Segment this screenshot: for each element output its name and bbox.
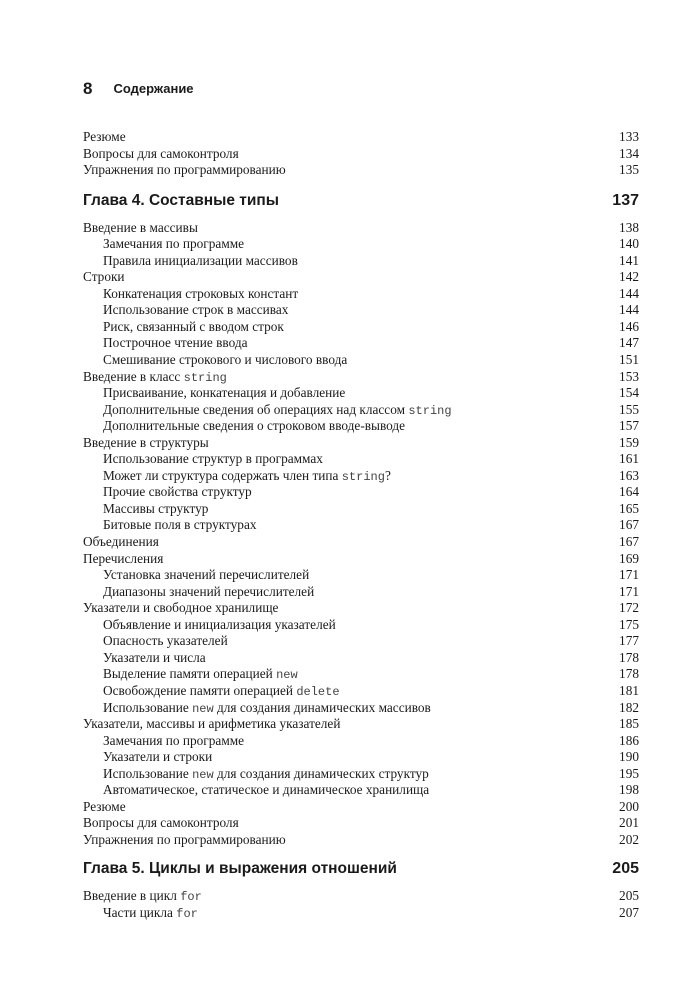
toc-subentry[interactable] <box>83 236 639 253</box>
entry-title: Риск, связанный с вводом строк <box>103 318 284 334</box>
entry-page-number: 138 <box>619 219 639 235</box>
entry-page-number: 167 <box>619 534 639 550</box>
toc-subentry[interactable] <box>83 517 639 534</box>
code-term: string <box>183 370 227 385</box>
toc-subentry[interactable] <box>83 766 639 783</box>
toc-entry[interactable] <box>83 815 639 832</box>
entry-page-number: 181 <box>619 682 639 698</box>
toc-entry[interactable] <box>83 220 639 237</box>
toc-subentry[interactable] <box>83 733 639 750</box>
entry-title: Дополнительные сведения о строковом вводе-выводе <box>103 418 406 434</box>
entry-title: Массивы структур <box>103 500 209 516</box>
toc-entry[interactable] <box>83 716 639 733</box>
entry-text: Части цикла <box>103 904 177 920</box>
toc-entry[interactable] <box>83 129 639 146</box>
code-term: delete <box>296 684 340 699</box>
entry-title: Введение в массивы <box>83 219 198 235</box>
toc-subentry[interactable] <box>83 700 639 717</box>
toc-subentry[interactable] <box>83 302 639 319</box>
entry-page-number: 202 <box>619 831 639 847</box>
entry-title <box>83 888 619 906</box>
entry-title: Присваивание, конкатенация и добавление <box>103 385 346 401</box>
entry-title: Замечания по программе <box>103 732 245 748</box>
toc-subentry[interactable] <box>83 402 639 419</box>
entry-title <box>103 766 619 784</box>
entry-page-number: 167 <box>619 517 639 533</box>
entry-page-number: 135 <box>619 162 639 178</box>
toc-subentry[interactable] <box>83 666 639 683</box>
toc-entry[interactable] <box>83 832 639 849</box>
code-term: new <box>192 767 214 782</box>
entry-page-number: 207 <box>619 904 639 920</box>
code-term: string <box>408 403 452 418</box>
toc-entry[interactable] <box>83 146 639 163</box>
entry-title <box>103 905 619 923</box>
entry-page-number: 178 <box>619 666 639 682</box>
toc-subentry[interactable] <box>83 468 639 485</box>
entry-title: Объединения <box>83 534 159 550</box>
toc-subentry[interactable] <box>83 286 639 303</box>
toc-subentry[interactable] <box>83 352 639 369</box>
entry-page-number: 171 <box>619 583 639 599</box>
entry-text: для создания динамических массивов <box>213 699 431 715</box>
entry-text: Выделение памяти операцией <box>103 666 277 682</box>
entry-page-number: 172 <box>619 600 639 616</box>
entry-title: Замечания по программе <box>103 236 245 252</box>
entry-text: Использование <box>103 699 193 715</box>
entry-title: Использование структур в программах <box>103 451 323 467</box>
code-term: for <box>176 906 198 921</box>
entry-page-number: 190 <box>619 749 639 765</box>
entry-title <box>103 468 619 486</box>
toc-subentry[interactable] <box>83 418 639 435</box>
entry-title: Прочие свойства структур <box>103 484 252 500</box>
entry-title <box>103 700 619 718</box>
toc-subentry[interactable] <box>83 385 639 402</box>
code-term: for <box>180 890 202 905</box>
entry-page-number: 147 <box>619 335 639 351</box>
toc-subentry[interactable] <box>83 319 639 336</box>
entry-page-number: 161 <box>619 451 639 467</box>
entry-page-number: 144 <box>619 302 639 318</box>
toc-subentry[interactable] <box>83 501 639 518</box>
toc-subentry[interactable] <box>83 905 639 922</box>
entry-page-number: 182 <box>619 699 639 715</box>
entry-page-number: 198 <box>619 782 639 798</box>
entry-text: Дополнительные сведения об операциях над классом <box>103 401 409 417</box>
entry-title: Использование строк в массивах <box>103 302 289 318</box>
entry-text: для создания динамических структур <box>213 765 429 781</box>
entry-title: Построчное чтение ввода <box>103 335 248 351</box>
entry-title: Вопросы для самоконтроля <box>83 815 239 831</box>
entry-text: Может ли структура содержать член типа <box>103 467 342 483</box>
entry-title: Диапазоны значений перечислителей <box>103 583 315 599</box>
toc-subentry[interactable] <box>83 633 639 650</box>
entry-title: Конкатенация строковых констант <box>103 285 299 301</box>
entry-page-number: 151 <box>619 352 639 368</box>
toc-subentry[interactable] <box>83 335 639 352</box>
entry-page-number: 175 <box>619 616 639 632</box>
entry-page-number: 144 <box>619 285 639 301</box>
entry-title: Смешивание строкового и числового ввода <box>103 352 348 368</box>
entry-title: Указатели, массивы и арифметика указателей <box>83 716 341 732</box>
entry-title: Правила инициализации массивов <box>103 252 298 268</box>
toc-entry[interactable] <box>83 435 639 452</box>
toc-subentry[interactable] <box>83 683 639 700</box>
toc-section <box>83 858 639 921</box>
toc-subentry[interactable] <box>83 749 639 766</box>
entry-title: Установка значений перечислителей <box>103 567 310 583</box>
entry-title: Строки <box>83 269 125 285</box>
entry-page-number: 195 <box>619 765 639 781</box>
toc-entry[interactable] <box>83 600 639 617</box>
entry-title <box>103 402 619 420</box>
chapter-title: Глава 4. Составные типы <box>83 191 280 209</box>
toc-entry[interactable] <box>83 269 639 286</box>
entry-title: Введение в структуры <box>83 434 209 450</box>
entry-page-number: 164 <box>619 484 639 500</box>
entry-page-number: 154 <box>619 385 639 401</box>
toc-subentry[interactable] <box>83 617 639 634</box>
entry-page-number: 205 <box>619 888 639 904</box>
chapter-page-number: 137 <box>612 191 639 209</box>
entry-title: Указатели и числа <box>103 649 206 665</box>
toc-subentry[interactable] <box>83 451 639 468</box>
toc-entry[interactable] <box>83 888 639 905</box>
toc-section <box>83 129 639 179</box>
entry-page-number: 200 <box>619 798 639 814</box>
entry-title <box>83 369 619 387</box>
entry-title: Вопросы для самоконтроля <box>83 145 239 161</box>
chapter-heading[interactable] <box>83 858 639 880</box>
entry-page-number: 159 <box>619 434 639 450</box>
entry-title: Указатели и свободное хранилище <box>83 600 279 616</box>
entry-title: Резюме <box>83 798 126 814</box>
entry-page-number: 157 <box>619 418 639 434</box>
toc-subentry[interactable] <box>83 253 639 270</box>
entry-page-number: 134 <box>619 145 639 161</box>
entry-text: Использование <box>103 765 193 781</box>
entry-title: Резюме <box>83 129 126 144</box>
toc-entry[interactable] <box>83 162 639 179</box>
chapter-page-number: 205 <box>612 860 639 878</box>
entry-page-number: 163 <box>619 467 639 483</box>
toc-subentry[interactable] <box>83 584 639 601</box>
chapter-heading[interactable] <box>83 190 639 212</box>
entry-title: Перечисления <box>83 550 164 566</box>
entry-page-number: 186 <box>619 732 639 748</box>
entry-title: Указатели и строки <box>103 749 213 765</box>
entry-page-number: 142 <box>619 269 639 285</box>
toc-subentry[interactable] <box>83 567 639 584</box>
entry-text: Освобождение памяти операцией <box>103 682 297 698</box>
entry-page-number: 140 <box>619 236 639 252</box>
entry-title: Объявление и инициализация указателей <box>103 616 336 632</box>
entry-page-number: 201 <box>619 815 639 831</box>
code-term: new <box>276 668 298 683</box>
toc-entry[interactable] <box>83 534 639 551</box>
entry-page-number: 171 <box>619 567 639 583</box>
entry-title <box>103 666 619 684</box>
chapter-title: Глава 5. Циклы и выражения отношений <box>83 860 397 878</box>
entry-page-number: 177 <box>619 633 639 649</box>
toc-subentry[interactable] <box>83 484 639 501</box>
entry-title: Автоматическое, статическое и динамическое хранилища <box>103 782 430 798</box>
entry-text: Введение в класс <box>83 368 184 384</box>
entry-page-number: 165 <box>619 500 639 516</box>
code-term: new <box>192 701 214 716</box>
entry-title: Упражнения по программированию <box>83 831 286 847</box>
entry-page-number: 153 <box>619 368 639 384</box>
running-title: Содержание <box>113 81 194 96</box>
entry-page-number: 185 <box>619 716 639 732</box>
entry-page-number: 141 <box>619 252 639 268</box>
entry-page-number: 178 <box>619 649 639 665</box>
entry-title: Упражнения по программированию <box>83 162 286 178</box>
entry-text: ? <box>384 467 391 483</box>
entry-title: Битовые поля в структурах <box>103 517 257 533</box>
toc-section <box>83 190 639 849</box>
entry-page-number: 146 <box>619 318 639 334</box>
toc-subentry[interactable] <box>83 650 639 667</box>
entry-title: Опасность указателей <box>103 633 228 649</box>
entry-page-number: 169 <box>619 550 639 566</box>
page-header <box>83 79 194 99</box>
entry-page-number: 133 <box>619 129 639 144</box>
toc-subentry[interactable] <box>83 782 639 799</box>
entry-title <box>103 683 619 701</box>
toc-entry[interactable] <box>83 369 639 386</box>
toc-entry[interactable] <box>83 551 639 568</box>
entry-text: Введение в цикл <box>83 888 181 904</box>
toc-entry[interactable] <box>83 799 639 816</box>
code-term: string <box>341 469 385 484</box>
entry-page-number: 155 <box>619 401 639 417</box>
page-number: 8 <box>83 79 93 98</box>
table-of-contents <box>83 119 639 922</box>
